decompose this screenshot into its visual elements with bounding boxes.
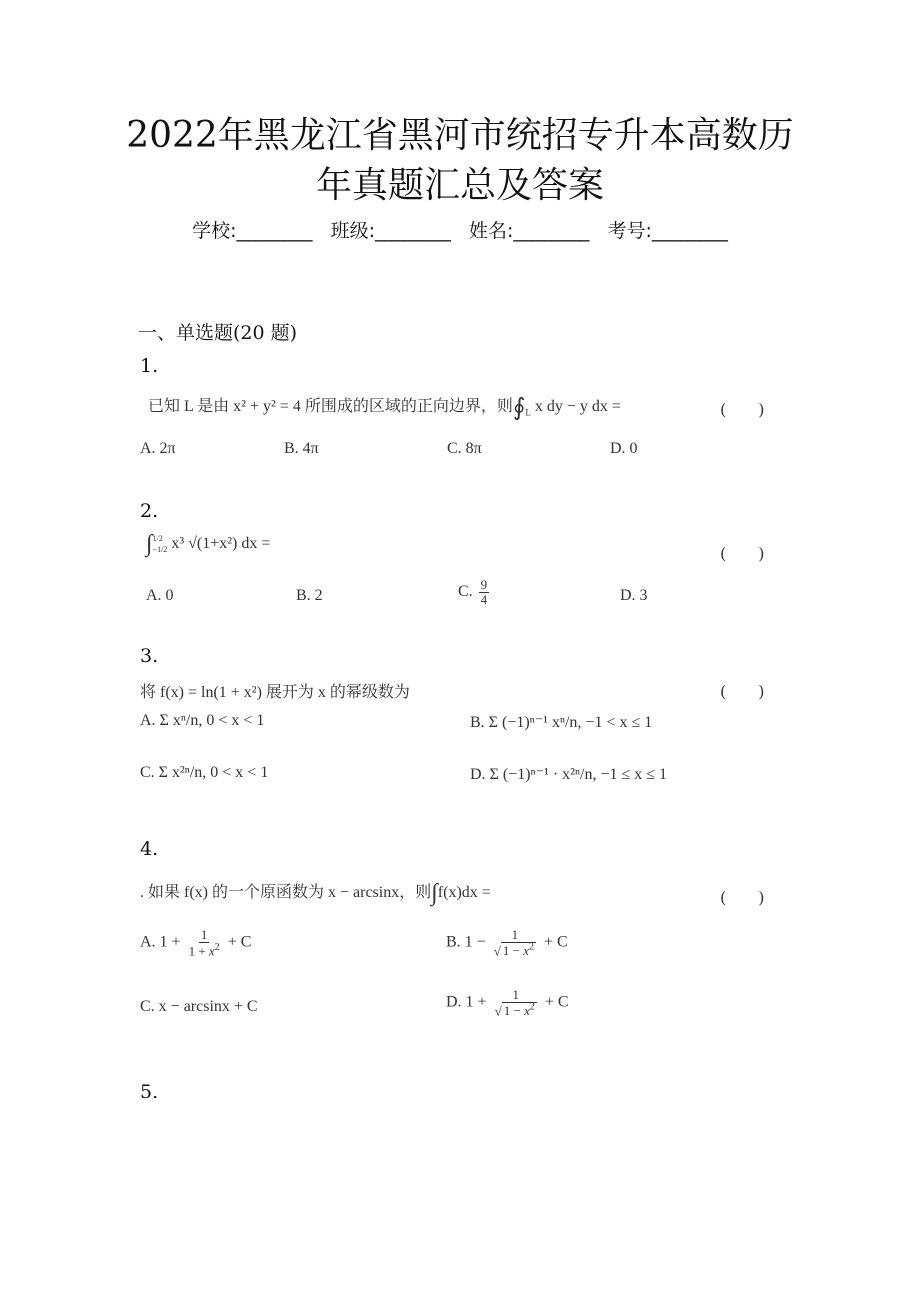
fraction — [187, 928, 222, 958]
integral-icon: ∫ — [146, 531, 153, 557]
section-title: 一、单选题(20 题) — [138, 322, 298, 344]
question-stem: 将 f(x) = ln(1 + x²) 展开为 x 的幂级数为 — [140, 684, 410, 701]
option-a: A. 2π — [140, 440, 176, 457]
student-info-line — [0, 216, 920, 243]
option-b-label: B. 1 − — [446, 933, 486, 951]
question-number: 3. — [140, 645, 159, 667]
page-title-line2: 年真题汇总及答案 — [315, 165, 604, 206]
option-d: D. 3 — [620, 587, 648, 604]
fraction-numerator: 1 — [200, 927, 208, 942]
option-b: B. 2 — [296, 587, 323, 604]
fraction-denominator: $1 + x^2$ — [188, 941, 220, 958]
question-stem — [146, 531, 270, 558]
name-field: 姓名:________ — [469, 220, 590, 242]
fraction-denominator: 4 — [480, 591, 488, 607]
integral-icon: ∫ — [431, 879, 438, 906]
option-b: B. 1 − $\frac{1}{√ 1 - x^2}$ + C — [446, 927, 568, 958]
answer-bracket: ( ) — [720, 544, 765, 563]
question-stem — [140, 879, 491, 907]
option-c-label: C. — [458, 582, 473, 600]
option-c: C. 8π — [447, 440, 482, 457]
answer-bracket: ( ) — [720, 400, 765, 419]
option-d-label: D. 1 + — [446, 993, 487, 1011]
page-title-line1: 2022年黑龙江省黑河市统招专升本高数历 — [126, 115, 794, 156]
fraction — [479, 578, 490, 606]
stem-text-post: f(x)dx = — [437, 884, 491, 901]
fraction-numerator: 1 — [512, 987, 519, 1002]
class-field: 班级:________ — [330, 220, 451, 242]
school-field: 学校:________ — [192, 220, 313, 242]
option-d: D. 0 — [610, 440, 638, 457]
question-number: 2. — [140, 500, 159, 522]
option-a: A. Σ xⁿ/n, 0 < x < 1 — [140, 712, 265, 729]
option-a: A. 1 + $\frac{1}{1 + x^2}$ + C — [140, 927, 252, 958]
stem-text-post: x dy − y dx = — [534, 398, 621, 416]
fraction-numerator: 1 — [511, 927, 519, 942]
fraction-denominator: √ $1 - x^2$ — [494, 1001, 535, 1018]
option-d: D. 1 + $\frac{1}{√ 1 - x^2}$ + C — [446, 987, 569, 1018]
option-b: B. 4π — [284, 440, 319, 457]
answer-bracket: ( ) — [720, 888, 765, 907]
answer-bracket: ( ) — [720, 682, 765, 701]
stem-text-pre: 已知 L 是由 x² + y² = 4 所围成的区域的正向边界，则 — [148, 398, 513, 416]
option-a: A. 0 — [146, 587, 174, 604]
question-number: 5. — [140, 1081, 159, 1103]
option-d: D. Σ (−1)ⁿ⁻¹ · x²ⁿ/n, −1 ≤ x ≤ 1 — [470, 766, 668, 783]
lower-limit: −1/2 — [152, 544, 168, 554]
option-a-label: A. 1 + — [140, 933, 181, 951]
fraction — [493, 988, 539, 1018]
stem-text: x³ √(1+x²) dx = — [171, 535, 271, 553]
option-c: C. x − arcsinx + C — [140, 998, 258, 1015]
integral-subscript: L — [525, 407, 531, 418]
question-number: 1. — [140, 355, 159, 377]
exam-number-field: 考号:________ — [607, 220, 728, 242]
fraction-numerator: 9 — [480, 577, 488, 592]
stem-text-pre: . 如果 f(x) 的一个原函数为 x − arcsinx，则 — [140, 884, 432, 901]
upper-limit: 1/2 — [152, 534, 163, 544]
option-c: C. Σ x²ⁿ/n, 0 < x < 1 — [140, 764, 269, 781]
question-stem — [148, 393, 621, 422]
contour-integral-icon: ∮ — [512, 395, 526, 421]
option-b: B. Σ (−1)ⁿ⁻¹ xⁿ/n, −1 < x ≤ 1 — [470, 714, 653, 731]
question-number: 4. — [140, 838, 159, 860]
option-c — [458, 578, 491, 606]
fraction — [492, 928, 538, 958]
fraction-denominator: √ $1 - x^2$ — [493, 941, 534, 958]
